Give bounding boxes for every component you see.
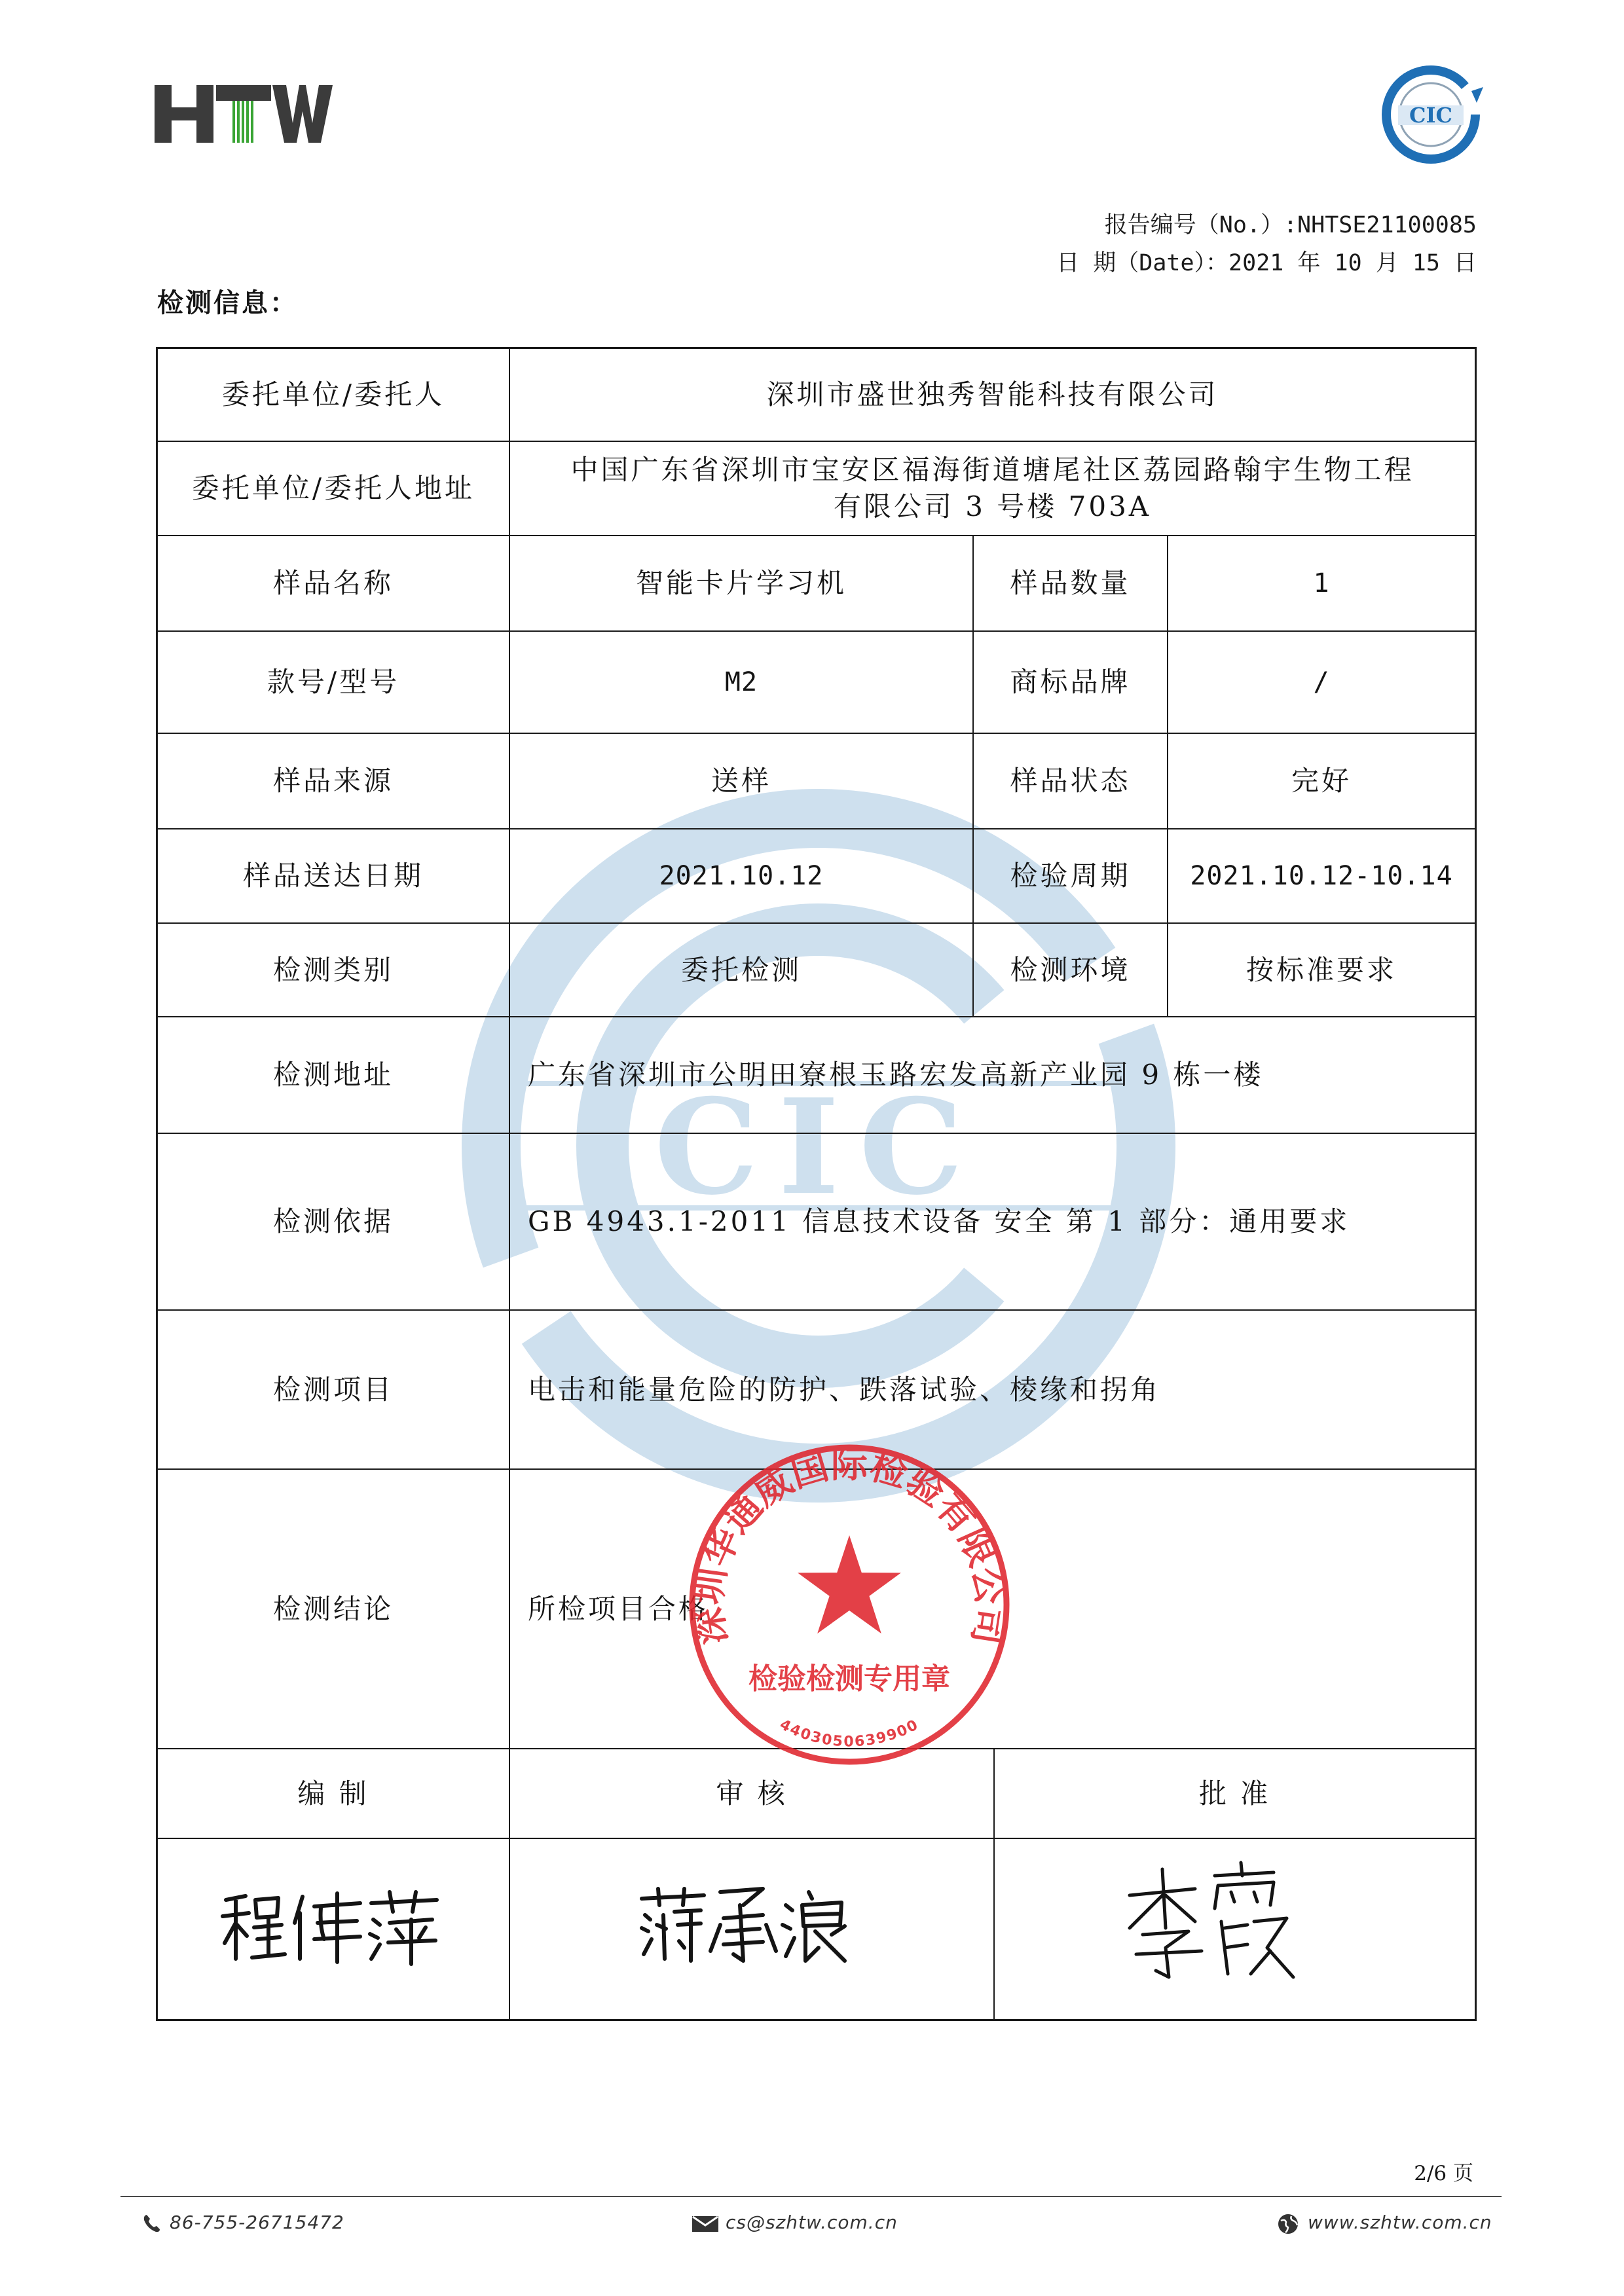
signature-strokes <box>223 1892 437 1964</box>
phone-icon <box>141 2213 162 2234</box>
signature-glyph <box>1215 1863 1293 1977</box>
cic-logo-text: CIC <box>1409 103 1452 128</box>
sample-source-label: 样品来源 <box>158 734 510 828</box>
test-environment-value: 按标准要求 <box>1246 953 1397 986</box>
report-date: 日 期（Date）：2021 年 10 月 15 日 <box>1056 250 1477 276</box>
brand-value: / <box>1313 667 1330 697</box>
delivery-date-label: 样品送达日期 <box>158 829 510 922</box>
table-row <box>158 734 1475 829</box>
report-number: 报告编号（No.）:NHTSE21100085 <box>1104 212 1477 238</box>
seal-purpose-text: 检验检测专用章 <box>748 1662 950 1696</box>
section-title: 检测信息： <box>157 288 298 318</box>
logo-letter-t-bar <box>216 85 271 101</box>
logo-letter-t-stem <box>232 101 253 143</box>
table-row <box>158 349 1475 442</box>
table-row <box>158 1134 1475 1311</box>
reviewed-by-label: 审 核 <box>510 1749 995 1838</box>
footer-email: cs@szhtw.com.cn <box>726 2212 898 2233</box>
globe-icon <box>1277 2213 1299 2235</box>
signature-glyph <box>710 1889 776 1961</box>
test-category-label: 检测类别 <box>158 924 510 1016</box>
client-address-value <box>510 442 1475 535</box>
logo-letter-h <box>155 85 213 143</box>
signature-glyph <box>295 1893 360 1962</box>
cic-logo <box>1378 62 1483 167</box>
signature-glyph <box>783 1892 845 1961</box>
conclusion-label: 检测结论 <box>158 1470 510 1748</box>
table-row <box>158 829 1475 924</box>
compiled-by-signature <box>219 1887 442 1969</box>
client-address-line: 有限公司 3 号楼 703A <box>833 490 1152 522</box>
signature-glyph <box>1130 1869 1202 1977</box>
email-icon <box>691 2214 720 2234</box>
model-label: 款号/型号 <box>158 632 510 733</box>
watermark-text: CIC <box>654 1070 983 1224</box>
client-label: 委托单位/委托人 <box>158 349 510 441</box>
sample-source-value: 送样 <box>510 734 974 828</box>
test-basis-value: GB 4943.1-2011 信息技术设备 安全 第 1 部分：通用要求 <box>528 1205 1350 1237</box>
table-row <box>158 442 1475 536</box>
table-row <box>158 536 1475 632</box>
test-items-label: 检测项目 <box>158 1311 510 1468</box>
client-value: 深圳市盛世独秀智能科技有限公司 <box>766 378 1219 410</box>
sample-status-label: 样品状态 <box>974 734 1168 828</box>
sample-name-value: 智能卡片学习机 <box>510 536 974 630</box>
phone-icon-shape <box>144 2215 160 2232</box>
official-seal <box>679 1434 1020 1775</box>
delivery-date-value: 2021.10.12 <box>510 829 974 922</box>
globe-icon-shape <box>1278 2214 1298 2234</box>
signature-strokes <box>1130 1863 1293 1977</box>
test-address-value: 广东省深圳市公明田寮根玉路宏发高新产业园 9 栋一楼 <box>528 1059 1264 1091</box>
test-environment-label: 检测环境 <box>974 924 1168 1016</box>
logo-letter-w <box>272 85 333 143</box>
table-row <box>158 1017 1475 1134</box>
footer-phone: 86-755-26715472 <box>170 2212 344 2233</box>
reviewed-by-signature <box>638 1886 855 1971</box>
test-period-value: 2021.10.12-10.14 <box>1190 861 1453 891</box>
test-period-label: 检验周期 <box>974 829 1168 922</box>
table-row <box>158 924 1475 1017</box>
signature-glyph <box>642 1889 704 1961</box>
footer-divider <box>120 2196 1502 2197</box>
sample-quantity-value: 1 <box>1313 568 1330 598</box>
page-number: 2/6 页 <box>1414 2162 1473 2185</box>
footer-website: www.szhtw.com.cn <box>1308 2212 1492 2233</box>
cic-logo-arrow <box>1471 87 1483 103</box>
conclusion-value: 所检项目合格 <box>528 1592 709 1625</box>
seal-code-text <box>777 1717 922 1751</box>
test-category-value: 委托检测 <box>510 924 974 1016</box>
sample-status-value: 完好 <box>1291 765 1352 797</box>
approved-by-signature <box>1116 1856 1306 1990</box>
approved-by-label: 批 准 <box>1198 1777 1271 1810</box>
signature-glyph <box>370 1892 437 1964</box>
signature-glyph <box>223 1896 285 1959</box>
sample-quantity-label: 样品数量 <box>974 536 1168 630</box>
seal-star <box>798 1535 901 1633</box>
signature-strokes <box>642 1889 845 1961</box>
sample-name-label: 样品名称 <box>158 536 510 630</box>
table-row <box>158 632 1475 734</box>
htw-logo <box>155 84 333 144</box>
client-address-label: 委托单位/委托人地址 <box>158 442 510 535</box>
test-address-label: 检测地址 <box>158 1017 510 1133</box>
seal-code-arc: 4403050639900 <box>777 1716 922 1751</box>
seal-company-arc: 深圳华通威国际检验有限公司 <box>687 1443 1012 1648</box>
client-address-line: 中国广东省深圳市宝安区福海街道塘尾社区荔园路翰宇生物工程 <box>570 454 1414 486</box>
compiled-by-label: 编 制 <box>158 1749 510 1838</box>
test-basis-label: 检测依据 <box>158 1134 510 1309</box>
model-value: M2 <box>510 632 974 733</box>
brand-label: 商标品牌 <box>974 632 1168 733</box>
test-items-value: 电击和能量危险的防护、跌落试验、棱缘和拐角 <box>528 1373 1161 1406</box>
